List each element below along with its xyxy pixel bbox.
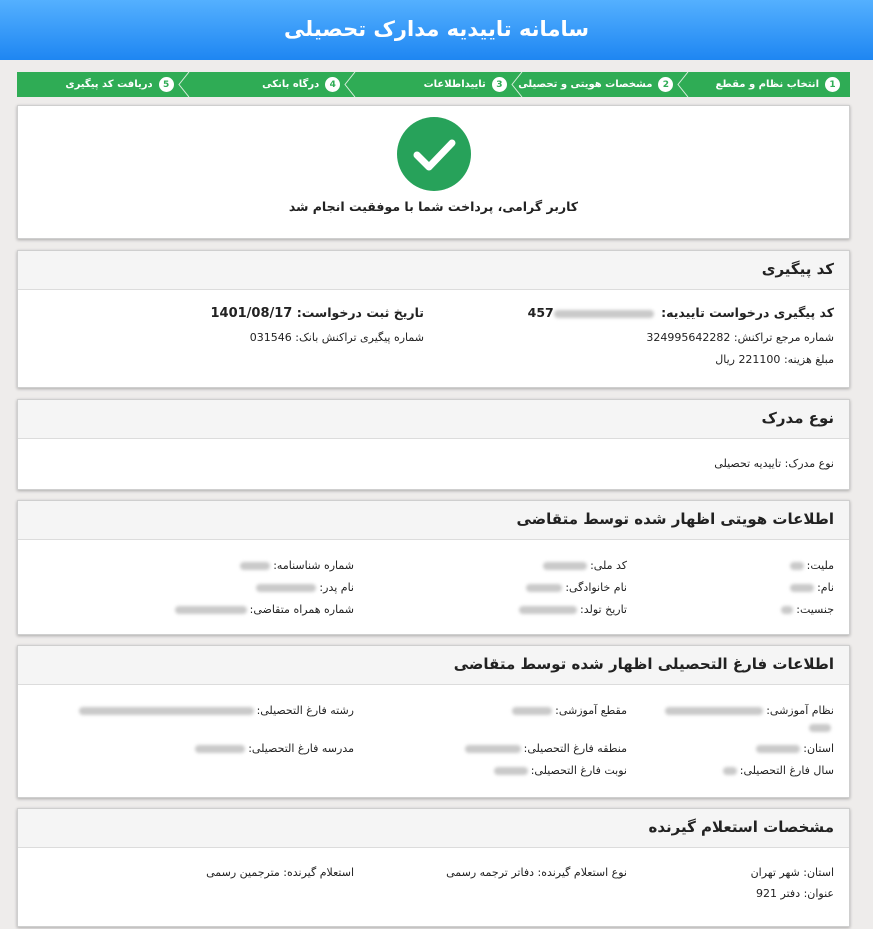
first-name-label: نام: — [817, 581, 834, 594]
redacted-value — [256, 584, 316, 592]
mobile-label: شماره همراه متقاضی: — [249, 603, 354, 616]
identity-card — [17, 500, 850, 635]
nationality-label: ملیت: — [806, 559, 834, 572]
step-number: 4 — [325, 77, 340, 92]
inquirer-name-label: استعلام گیرنده: — [283, 866, 354, 879]
birth-date-label: تاریخ تولد: — [580, 603, 627, 616]
step-number: 2 — [658, 77, 673, 92]
field-row — [79, 704, 354, 717]
graduation-title: اطلاعات فارغ التحصیلی اظهار شده توسط متقاضی — [18, 646, 849, 685]
grad-year-row — [723, 764, 834, 777]
id-number-label: شماره شناسنامه: — [273, 559, 354, 572]
redacted-value — [756, 745, 800, 753]
inquirer-province-value: شهر تهران — [750, 866, 800, 879]
redacted-value — [519, 606, 577, 614]
redacted-value — [175, 606, 247, 614]
edu-level-label: مقطع آموزشی: — [555, 704, 627, 717]
redacted-value — [809, 724, 831, 732]
redacted-value — [790, 584, 814, 592]
father-name-row — [256, 581, 354, 594]
grad-year-label: سال فارغ التحصیلی: — [739, 764, 834, 777]
inquirer-title-value: دفتر 921 — [756, 887, 801, 900]
step-identity-education — [517, 72, 684, 97]
redacted-value — [723, 767, 737, 775]
step-label: مشخصات هویتی و تحصیلی — [518, 79, 653, 90]
inquirer-name-value: مترجمین رسمی — [206, 866, 280, 879]
identity-title: اطلاعات هویتی اظهار شده توسط متقاضی — [18, 501, 849, 540]
step-number: 1 — [825, 77, 840, 92]
grad-province-label: استان: — [803, 742, 834, 755]
app-header — [0, 0, 873, 60]
redacted-value — [665, 707, 763, 715]
doc-type-value: تاییدیه تحصیلی — [714, 457, 782, 470]
father-name-label: نام پدر: — [319, 581, 354, 594]
app-title: سامانه تاییدیه مدارک تحصیلی — [284, 17, 589, 41]
inquirer-province-label: استان: — [803, 866, 834, 879]
grad-province-row — [756, 742, 834, 755]
doc-type-label: نوع مدرک: — [784, 457, 834, 470]
redacted-value — [790, 562, 804, 570]
redacted-value — [781, 606, 793, 614]
graduation-card — [17, 645, 850, 798]
request-code-label: کد پیگیری درخواست تاییدیه: — [661, 305, 834, 320]
id-number-row — [240, 559, 354, 572]
inquirer-title-label: عنوان: — [803, 887, 834, 900]
redacted-value — [465, 745, 521, 753]
request-code-suffix: 457 — [527, 305, 554, 320]
doc-type-row — [714, 457, 834, 470]
bank-tracking-label: شماره پیگیری تراکنش بانک: — [295, 331, 424, 344]
grad-school-row — [195, 742, 354, 755]
step-label: دریافت کد پیگیری — [65, 79, 153, 90]
reg-date-label: تاریخ ثبت درخواست: — [296, 305, 424, 320]
last-name-label: نام خانوادگی: — [565, 581, 627, 594]
inquirer-type-label: نوع استعلام گیرنده: — [537, 866, 627, 879]
redacted-value — [240, 562, 270, 570]
fee-value: 221100 ریال — [715, 353, 781, 366]
edu-level-row — [512, 704, 627, 717]
fee-row — [715, 353, 834, 366]
redacted-value — [195, 745, 245, 753]
inquirer-card — [17, 808, 850, 927]
ref-row — [646, 331, 834, 344]
redacted-value — [526, 584, 562, 592]
redacted-value — [79, 707, 254, 715]
gender-label: جنسیت: — [796, 603, 834, 616]
inquirer-name-row — [206, 866, 354, 879]
tracking-title: کد پیگیری — [18, 251, 849, 290]
reg-date-value: 1401/08/17 — [210, 306, 293, 321]
step-separator-icon — [511, 72, 523, 97]
step-label: تاییداطلاعات — [423, 79, 486, 90]
grad-term-label: نوبت فارغ التحصیلی: — [530, 764, 627, 777]
doc-type-card — [17, 399, 850, 490]
edu-system-label: نظام آموزشی: — [766, 704, 834, 717]
redacted-value — [543, 562, 587, 570]
step-label: انتخاب نظام و مقطع — [715, 79, 819, 90]
progress-steps — [17, 72, 850, 97]
check-circle-icon — [397, 117, 471, 191]
grad-school-label: مدرسه فارغ التحصیلی: — [248, 742, 354, 755]
request-code-row — [528, 305, 834, 320]
edu-system-row — [665, 704, 834, 717]
step-get-tracking-code — [17, 72, 184, 97]
ref-label: شماره مرجع تراکنش: — [733, 331, 834, 344]
inquirer-type-row — [446, 866, 627, 879]
step-separator-icon — [344, 72, 356, 97]
gender-row — [781, 603, 834, 616]
step-separator-icon — [677, 72, 689, 97]
field-label: رشته فارغ التحصیلی: — [256, 704, 354, 717]
reg-date-row — [210, 305, 424, 321]
step-number: 3 — [492, 77, 507, 92]
success-card — [17, 105, 850, 239]
grad-region-label: منطقه فارغ التحصیلی: — [523, 742, 627, 755]
step-select-system — [683, 72, 850, 97]
ref-value: 324995642282 — [646, 331, 731, 344]
redacted-value — [512, 707, 552, 715]
national-code-label: کد ملی: — [590, 559, 627, 572]
step-number: 5 — [159, 77, 174, 92]
grad-region-row — [465, 742, 627, 755]
bank-tracking-value: 031546 — [249, 331, 292, 344]
step-label: درگاه بانکی — [262, 79, 320, 90]
step-confirm-info — [350, 72, 517, 97]
success-message: کاربر گرامی، پرداخت شما با موفقیت انجام شد — [288, 199, 579, 214]
inquirer-title-row — [756, 887, 834, 900]
nationality-row — [790, 559, 834, 572]
birth-date-row — [519, 603, 627, 616]
fee-label: مبلغ هزینه: — [783, 353, 834, 366]
step-separator-icon — [178, 72, 190, 97]
mobile-row — [175, 603, 354, 616]
bank-tracking-row — [250, 331, 424, 344]
inquirer-title: مشخصات استعلام گیرنده — [18, 809, 849, 848]
grad-term-row — [494, 764, 627, 777]
redacted-value — [494, 767, 528, 775]
national-code-row — [543, 559, 627, 572]
doc-type-title: نوع مدرک — [18, 400, 849, 439]
tracking-card — [17, 250, 850, 388]
redacted-value — [554, 310, 654, 318]
step-bank-gateway — [184, 72, 351, 97]
last-name-row — [526, 581, 627, 594]
inquirer-province-row — [751, 866, 834, 879]
inquirer-type-value: دفاتر ترجمه رسمی — [446, 866, 534, 879]
first-name-row — [790, 581, 834, 594]
